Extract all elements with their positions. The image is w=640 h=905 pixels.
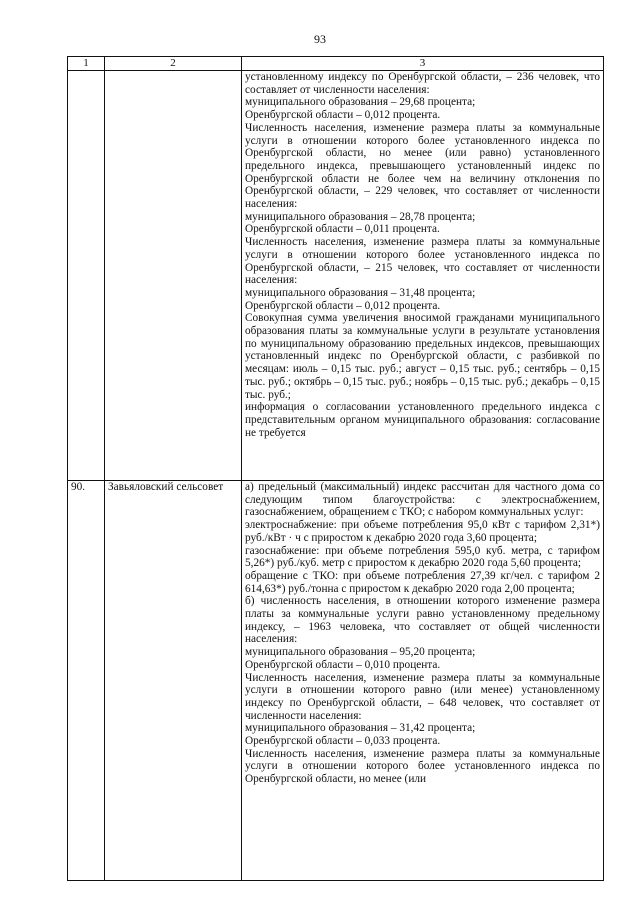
table-row bbox=[68, 71, 604, 481]
description-cell bbox=[242, 71, 604, 481]
paragraph: б) численность населения, в отношении которого изменение размера платы за коммунальные услуги равно установленному предельному индексу, – 1963 человека, что составляет от общей численности населения: bbox=[245, 595, 600, 646]
paragraph: Оренбургской области – 0,012 процента. bbox=[245, 109, 441, 122]
paragraph: муниципального образования – 29,68 процента; bbox=[245, 96, 476, 109]
table-header-row bbox=[68, 57, 604, 71]
paragraph: Совокупная сумма увеличения вносимой гражданами муниципального образования платы за коммунальные услуги в результате установления по муниципальному образованию предельных индексов, превышающих установленный индекс по Оренбургской области, с разбивкой по месяцам: июль – 0,15 тыс. руб.; август – 0,15 тыс. руб.; сентябрь – 0,15 тыс. руб.; октябрь – 0,15 тыс. руб.; ноябрь – 0,15 тыс. руб.; декабрь – 0,15 тыс. руб.; bbox=[245, 312, 600, 401]
municipality-name-cell bbox=[105, 71, 242, 481]
paragraph: обращение с ТКО: при объеме потребления 27,39 кг/чел. с тарифом 2 614,63*) руб./тонна с приростом к декабрю 2020 года 2,00 процента; bbox=[245, 569, 600, 595]
paragraph: Численность населения, изменение размера платы за коммунальные услуги в отношении которого более установленного индекса по Оренбургской области, – 215 человек, что составляет от численности населения: bbox=[245, 236, 600, 287]
paragraph: а) предельный (максимальный) индекс рассчитан для частного дома со следующим типом благоустройства: с электроснабжением, газоснабжением, обращением с ТКО; с набором коммунальных услуг: bbox=[245, 481, 600, 519]
row-number-cell: 90. bbox=[68, 481, 105, 881]
paragraph: Численность населения, изменение размера платы за коммунальные услуги в отношении которого более установленного индекса по Оренбургской области, но менее (или равно) установленного предельного индекса, превышающего установленный индекс по Оренбургской области не более чем на величину отклонения по Оренбургской области, – 229 человек, что составляет от численности населения: bbox=[245, 121, 600, 211]
paragraph: электроснабжение: при объеме потребления 95,0 кВт с тарифом 2,31*) руб./кВт · ч с приростом к декабрю 2020 года 3,60 процента; bbox=[245, 519, 600, 544]
paragraph: Оренбургской области – 0,010 процента. bbox=[245, 658, 441, 671]
paragraph: информация о согласовании установленного предельного индекса с представительным органом муниципального образования: согласование не требуется bbox=[245, 401, 600, 439]
column-header-1: 1 bbox=[68, 57, 105, 71]
paragraph: муниципального образования – 28,78 процента; bbox=[245, 210, 476, 223]
column-header-3: 3 bbox=[242, 57, 604, 71]
paragraph: муниципального образования – 95,20 процента; bbox=[245, 646, 476, 659]
paragraph: муниципального образования – 31,42 процента; bbox=[245, 722, 476, 735]
row-number-cell bbox=[68, 71, 105, 481]
paragraph: Оренбургской области – 0,012 процента. bbox=[245, 299, 441, 312]
paragraph: Численность населения, изменение размера платы за коммунальные услуги в отношении которого более установленного индекса по Оренбургской области, но менее (или bbox=[245, 747, 600, 786]
page-number: 93 bbox=[314, 32, 326, 46]
paragraph: газоснабжение: при объеме потребления 595,0 куб. метра, с тарифом 5,26*) руб./куб. метр с приростом к декабрю 2020 года 5,60 процента; bbox=[245, 544, 600, 570]
paragraph: муниципального образования – 31,48 процента; bbox=[245, 286, 476, 299]
paragraph: Численность населения, изменение размера платы за коммунальные услуги в отношении которого равно (или менее) установленному индексу по Оренбургской области, – 648 человек, что составляет от численности населения: bbox=[245, 671, 600, 722]
table-row bbox=[68, 481, 604, 881]
paragraph: Оренбургской области – 0,011 процента. bbox=[245, 223, 440, 236]
paragraph: установленному индексу по Оренбургской области, – 236 человек, что составляет от численности населения: bbox=[245, 71, 600, 96]
description-cell bbox=[242, 481, 604, 881]
municipality-name-cell: Завьяловский сельсовет bbox=[105, 481, 242, 881]
document-table bbox=[67, 56, 604, 881]
paragraph: Оренбургской области – 0,033 процента. bbox=[245, 735, 441, 748]
column-header-2: 2 bbox=[105, 57, 242, 71]
